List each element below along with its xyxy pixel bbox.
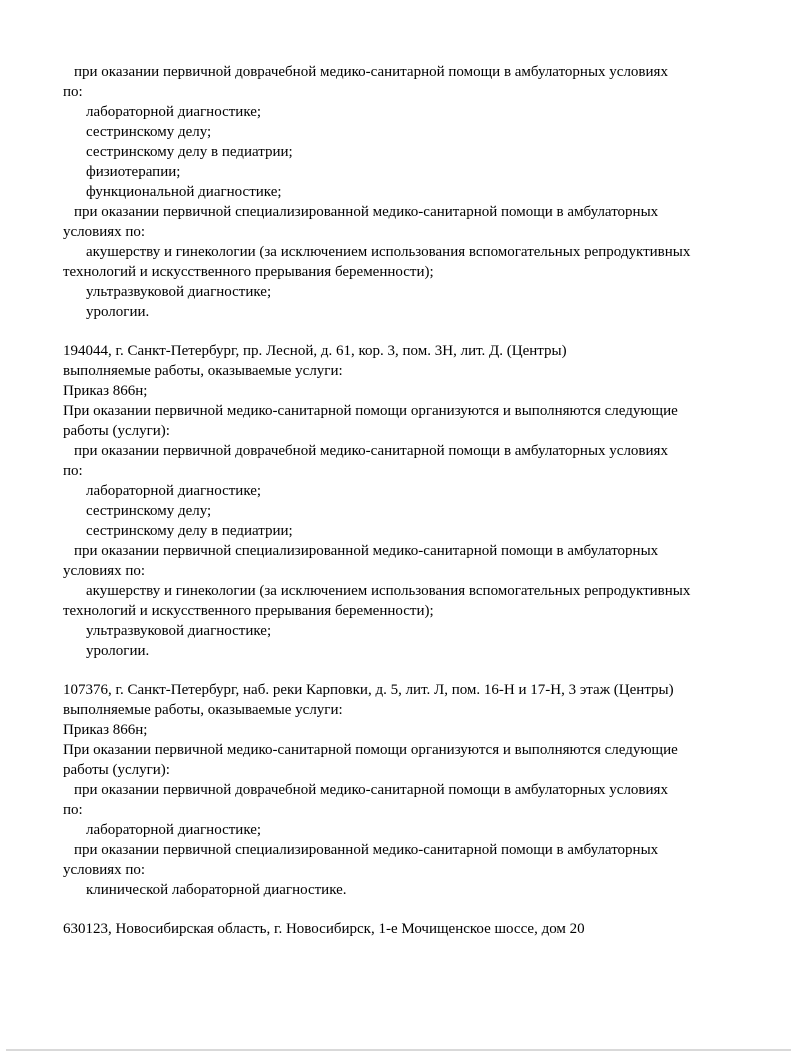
text-line: при оказании первичной доврачебной медико-санитарной помощи в амбулаторных условиях bbox=[74, 782, 668, 798]
text-line: по: bbox=[63, 84, 83, 100]
text-line: при оказании первичной специализированной медико-санитарной помощи в амбулаторных bbox=[74, 543, 659, 559]
text-line: 194044, г. Санкт-Петербург, пр. Лесной, д. 61, кор. 3, пом. 3Н, лит. Д. (Центры) bbox=[63, 343, 567, 359]
text-line: сестринскому делу; bbox=[86, 124, 212, 140]
text-line: лабораторной диагностике; bbox=[86, 483, 262, 499]
text-line: условиях по: bbox=[63, 862, 146, 878]
text-line: условиях по: bbox=[63, 563, 146, 579]
text-line: акушерству и гинекологии (за исключением использования вспомогательных репродуктивных bbox=[86, 244, 691, 260]
text-line: при оказании первичной доврачебной медико-санитарной помощи в амбулаторных условиях bbox=[74, 443, 668, 459]
text-line: условиях по: bbox=[63, 224, 146, 240]
paragraph-block-services-continuation bbox=[63, 62, 763, 322]
text-line: урологии. bbox=[86, 304, 150, 320]
text-line: при оказании первичной специализированной медико-санитарной помощи в амбулаторных bbox=[74, 204, 659, 220]
page-divider bbox=[6, 1049, 791, 1051]
text-line: выполняемые работы, оказываемые услуги: bbox=[63, 363, 343, 379]
text-line: по: bbox=[63, 463, 83, 479]
text-line: ультразвуковой диагностике; bbox=[86, 623, 272, 639]
text-line: урологии. bbox=[86, 643, 150, 659]
text-line: ультразвуковой диагностике; bbox=[86, 284, 272, 300]
text-line: при оказании первичной специализированной медико-санитарной помощи в амбулаторных bbox=[74, 842, 659, 858]
text-line: лабораторной диагностике; bbox=[86, 822, 262, 838]
text-line: физиотерапии; bbox=[86, 164, 181, 180]
text-line: При оказании первичной медико-санитарной помощи организуются и выполняются следующие bbox=[63, 742, 678, 758]
text-line: при оказании первичной доврачебной медико-санитарной помощи в амбулаторных условиях bbox=[74, 64, 668, 80]
text-line: сестринскому делу; bbox=[86, 503, 212, 519]
text-line: сестринскому делу в педиатрии; bbox=[86, 144, 293, 160]
paragraph-block-address-novosibirsk bbox=[63, 919, 763, 939]
text-line: технологий и искусственного прерывания беременности); bbox=[63, 264, 434, 280]
text-line: по: bbox=[63, 802, 83, 818]
license-text-body bbox=[63, 62, 763, 939]
text-line: работы (услуги): bbox=[63, 423, 170, 439]
text-line: работы (услуги): bbox=[63, 762, 170, 778]
text-line: 107376, г. Санкт-Петербург, наб. реки Карповки, д. 5, лит. Л, пом. 16-Н и 17-Н, 3 этаж (Центры) bbox=[63, 682, 674, 698]
paragraph-block-address-lesnoy bbox=[63, 341, 763, 661]
text-line: Приказ 866н; bbox=[63, 722, 148, 738]
text-line: сестринскому делу в педиатрии; bbox=[86, 523, 293, 539]
text-line: функциональной диагностике; bbox=[86, 184, 282, 200]
text-line: При оказании первичной медико-санитарной помощи организуются и выполняются следующие bbox=[63, 403, 678, 419]
text-line: 630123, Новосибирская область, г. Новосибирск, 1-е Мочищенское шоссе, дом 20 bbox=[63, 921, 585, 937]
text-line: Приказ 866н; bbox=[63, 383, 148, 399]
text-line: технологий и искусственного прерывания беременности); bbox=[63, 603, 434, 619]
text-line: клинической лабораторной диагностике. bbox=[86, 882, 347, 898]
text-line: лабораторной диагностике; bbox=[86, 104, 262, 120]
text-line: акушерству и гинекологии (за исключением использования вспомогательных репродуктивных bbox=[86, 583, 691, 599]
text-line: выполняемые работы, оказываемые услуги: bbox=[63, 702, 343, 718]
paragraph-block-address-karpovki bbox=[63, 680, 763, 900]
